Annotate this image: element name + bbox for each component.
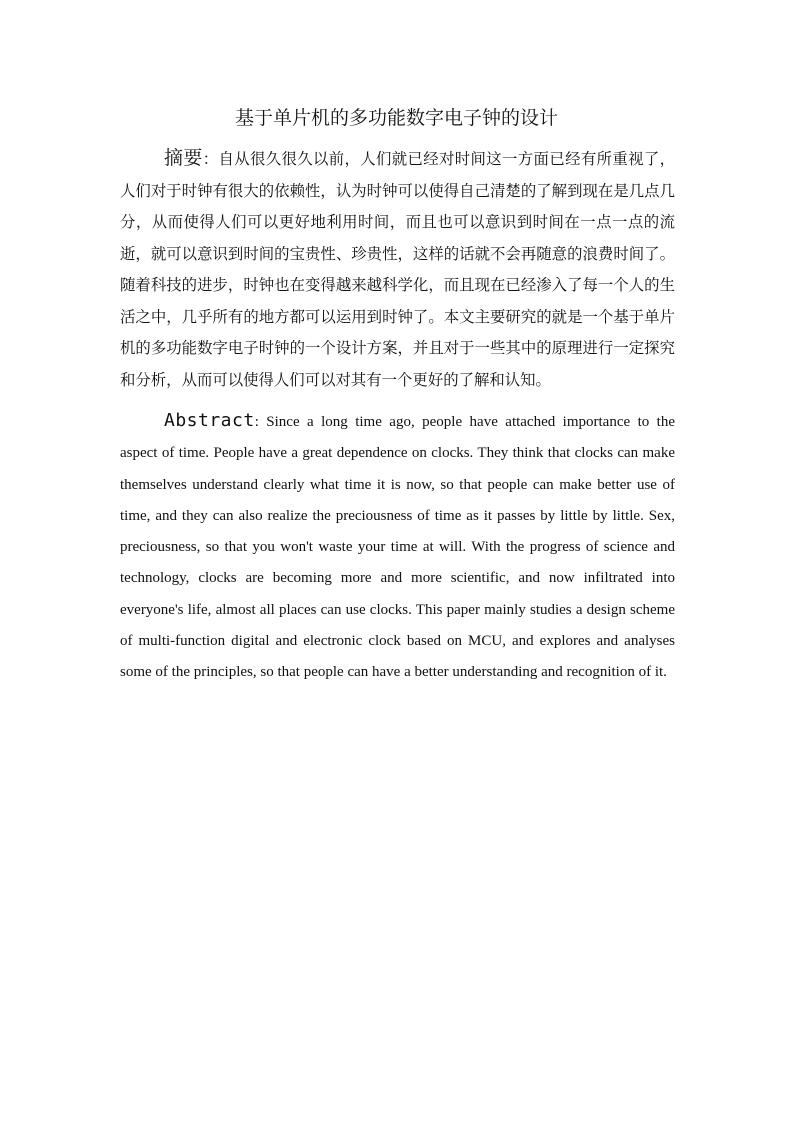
english-abstract — [120, 405, 675, 689]
chinese-abstract-separator: ： — [202, 150, 219, 168]
english-abstract-separator: : — [254, 414, 267, 430]
english-abstract-label: Abstract — [164, 410, 255, 431]
chinese-abstract-label: 摘要 — [164, 147, 203, 169]
chinese-abstract-text: 自从很久很久以前，人们就已经对时间这一方面已经有所重视了，人们对于时钟有很大的依赖性，认为时钟可以使得自己清楚的了解到现在是几点几分，从而使得人们可以更好地利用时间，而且也可以意识到时间在一点一点的流逝，就可以意识到时间的宝贵性、珍贵性，这样的话就不会再随意的浪费时间了。随着科技的进步，时钟也在变得越来越科学化，而且现在已经渗入了每一个人的生活之中，几乎所有的地方都可以运用到时钟了。本文主要研究的就是一个基于单片机的多功能数字电子时钟的一个设计方案，并且对于一些其中的原理进行一定探究和分析，从而可以使得人们可以对其有一个更好的了解和认知。 — [120, 150, 675, 389]
chinese-abstract — [120, 143, 675, 396]
paper-title: 基于单片机的多功能数字电子钟的设计 — [234, 107, 558, 129]
english-abstract-text: Since a long time ago, people have attached importance to the aspect of time. People have a great dependence on clocks. They think that clocks can make themselves understand clearly what time it is now, so that people can make better use of time, and they can also realize the preciousness of time as it passes by little by little. Sex, preciousness, so that you won't waste your time at will. With the progress of science and technology, clocks are becoming more and more scientific, and now infiltrated into everyone's life, almost all places can use clocks. This paper mainly studies a design scheme of multi-function digital and electronic clock based on MCU, and explores and analyses some of the principles, so that people can have a better understanding and recognition of it. — [120, 414, 675, 681]
